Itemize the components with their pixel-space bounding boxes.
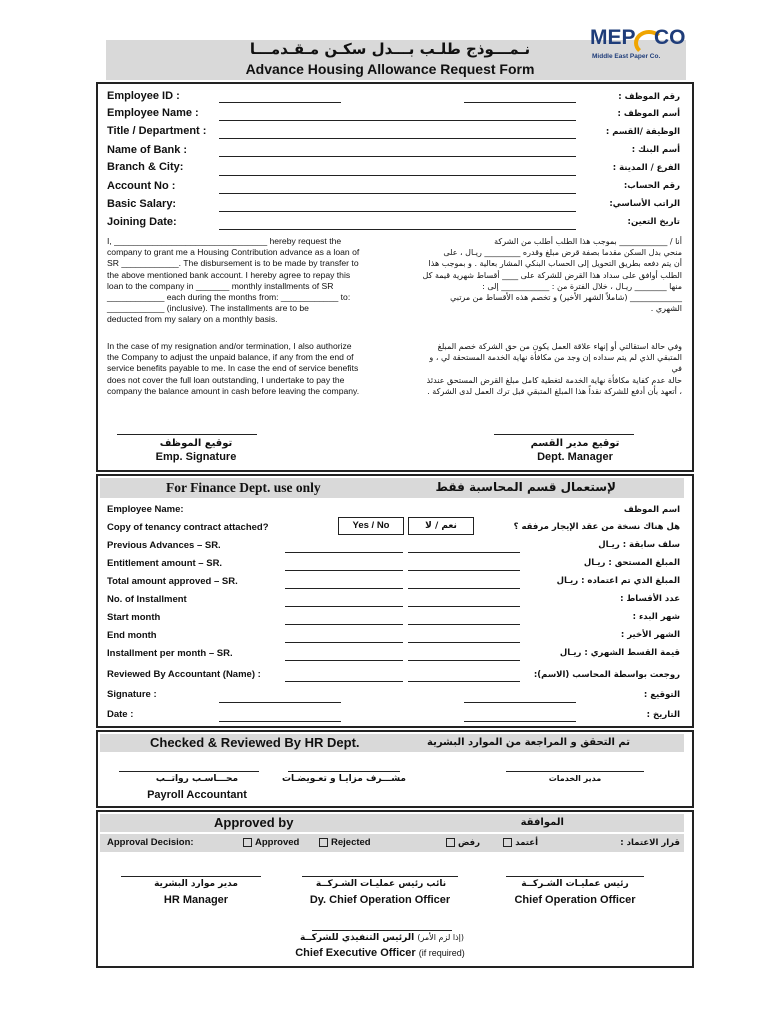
employee-id-field[interactable] <box>219 102 341 103</box>
fin-label-tenancy: Copy of tenancy contract attached? <box>107 522 269 533</box>
fin-label-installments: No. of Installment <box>107 594 187 605</box>
fin-label-reviewed-by: Reviewed By Accountant (Name) : <box>107 669 261 680</box>
fin-end-month-line[interactable] <box>285 642 403 643</box>
approve-label-ar: أعتمد <box>515 838 538 848</box>
form-title-ar: نـمـــوذج طلـب بـــدل سكـن مـقـدمـــا <box>249 40 531 58</box>
coo-label: Chief Operation Officer <box>514 894 636 906</box>
bank-name-field[interactable] <box>219 156 576 157</box>
hr-header-en: Checked & Reviewed By HR Dept. <box>150 735 360 750</box>
fin-label-end-month-ar: الشهر الأخير : <box>620 630 680 640</box>
approved-option[interactable] <box>240 837 299 848</box>
approve-checkbox-ar[interactable] <box>503 838 512 847</box>
request-paragraph-ar: أنا / ____________ بموجب هذا الطلب أطلب من الشركة منحي بدل السكن مقدما بصفة قرض مبلغ وقدره _________ ريـال ، على أن يتم دفعه بطريق التحويل إلى الحساب البنكي المشار بعالية . و بموجب هذا الطلب أوافق على سداد هذا القرض للشركة على ____ أقساط شهرية قيمة كل منها ________ ريـال ، خلال الفترة من : ____________ إلى : _____________ (شاملاً الشهر الأخير) و تخصم هذه الأقساط من مرتبي الشهري . <box>422 237 682 314</box>
hr-manager-signature-line[interactable] <box>121 876 261 877</box>
fin-label-date-ar: التاريخ : <box>646 710 680 720</box>
employee-name-field[interactable] <box>219 120 576 121</box>
logo-text-co: CO <box>654 26 686 49</box>
fin-prev-advances-line-ar[interactable] <box>408 552 520 553</box>
fin-installments-line-ar[interactable] <box>408 606 520 607</box>
fin-label-employee-name-ar: اسم الموظف <box>623 505 680 515</box>
fin-date-line-ar[interactable] <box>464 721 576 722</box>
company-logo <box>590 26 690 66</box>
approval-header-en: Approved by <box>214 815 294 830</box>
reject-label-ar: رفض <box>457 838 480 848</box>
benefits-label-ar: مشـــرف مزايـا و تعـويضـات <box>281 774 406 784</box>
coo-signature-line[interactable] <box>506 876 644 877</box>
fin-start-month-line-ar[interactable] <box>408 624 520 625</box>
tenancy-yes-no-box[interactable]: Yes / No <box>338 517 404 535</box>
fin-label-installments-ar: عدد الأقساط : <box>620 594 680 604</box>
dept-manager-signature-line[interactable] <box>494 434 634 435</box>
ceo-title-ar: الرئيس التنفيذي للشركــة <box>300 933 415 943</box>
fin-installment-month-line-ar[interactable] <box>408 660 520 661</box>
fin-label-signature: Signature : <box>107 689 157 700</box>
account-no-field[interactable] <box>219 193 576 194</box>
ceo-note-ar: (إذا لزم الأمر) <box>417 933 464 942</box>
fin-installment-month-line[interactable] <box>285 660 403 661</box>
fin-label-tenancy-ar: هل هناك نسخة من عقد الإيجار مرفقه ؟ <box>513 522 680 532</box>
basic-salary-field[interactable] <box>219 211 576 212</box>
coo-label-ar: رئيس عمليـات الشـركــة <box>521 879 629 889</box>
services-label-ar: مدير الخدمات <box>548 774 602 783</box>
fin-date-line[interactable] <box>219 721 341 722</box>
hr-manager-label-ar: مدير موارد البشرية <box>154 879 238 889</box>
fin-signature-line[interactable] <box>219 702 341 703</box>
reject-option-ar[interactable] <box>440 838 480 848</box>
fin-label-installment-per-month-ar: قيمة القسط الشهري : ريـال <box>559 648 680 658</box>
label-employee-name-ar: أسم الموظف : <box>617 109 680 119</box>
fin-label-signature-ar: التوقيع : <box>643 690 680 700</box>
fin-label-start-month: Start month <box>107 612 161 623</box>
fin-start-month-line[interactable] <box>285 624 403 625</box>
label-account-no-ar: رقم الحساب: <box>623 181 680 191</box>
emp-signature-label-ar: توقيع الموظف <box>159 438 233 449</box>
ceo-signature-line[interactable] <box>312 930 452 931</box>
fin-label-start-month-ar: شهر البدء : <box>632 612 680 622</box>
fin-reviewed-by-line[interactable] <box>285 681 403 682</box>
label-account-no: Account No : <box>107 180 176 192</box>
fin-reviewed-by-line-ar[interactable] <box>408 681 520 682</box>
fin-installments-line[interactable] <box>285 606 403 607</box>
fin-label-date: Date : <box>107 709 134 720</box>
hr-header-ar: تم التحقق و المراجعة من الموارد البشرية <box>427 737 630 748</box>
fin-label-total-approved: Total amount approved – SR. <box>107 576 238 587</box>
reject-checkbox-ar[interactable] <box>446 838 455 847</box>
fin-label-previous-advances-ar: سلف سابقة : ريـال <box>598 540 680 550</box>
finance-header-ar: لإستعمال قسم المحاسبة فقط <box>435 480 616 494</box>
approval-header-band <box>100 814 684 832</box>
approved-checkbox[interactable] <box>243 838 252 847</box>
label-employee-name: Employee Name : <box>107 107 199 119</box>
dept-manager-label-ar: توقيع مدير القسم <box>530 438 620 449</box>
fin-entitlement-line[interactable] <box>285 570 403 571</box>
branch-city-field[interactable] <box>219 175 576 176</box>
fin-end-month-line-ar[interactable] <box>408 642 520 643</box>
ceo-note-en: (if required) <box>418 948 465 958</box>
approval-decision-label-ar: قرار الاعتماد : <box>620 838 680 848</box>
ceo-label-ar <box>292 933 472 943</box>
title-department-field[interactable] <box>219 138 576 139</box>
fin-label-employee-name: Employee Name: <box>107 504 184 515</box>
form-title-en: Advance Housing Allowance Request Form <box>245 61 535 77</box>
payroll-label-ar: محـــاسـب رواتــب <box>155 774 239 784</box>
approval-header-ar: الموافقة <box>520 817 564 828</box>
label-employee-id: Employee ID : <box>107 90 180 102</box>
dy-coo-label-ar: نائب رئيس عمليـات الشـركــة <box>315 879 447 889</box>
termination-paragraph-en: In the case of my resignation and/or termination, I also authorize the Company to adjust the unpaid balance, if any from the end of service benefits payable to me. In case the end of service benefits does not cover the full loan outstanding, I undertake to pay the company the balance amount in cash before leaving the company. <box>107 341 360 396</box>
rejected-checkbox[interactable] <box>319 838 328 847</box>
benefits-signature-line[interactable] <box>288 771 400 772</box>
dept-manager-label: Dept. Manager <box>537 451 613 463</box>
fin-prev-advances-line[interactable] <box>285 552 403 553</box>
fin-label-installment-per-month: Installment per month – SR. <box>107 648 233 659</box>
fin-total-approved-line-ar[interactable] <box>408 588 520 589</box>
tenancy-yes-no-box-ar[interactable]: نعم / لا <box>408 517 474 535</box>
ceo-label <box>270 947 490 959</box>
joining-date-field[interactable] <box>219 229 576 230</box>
approved-label: Approved <box>255 837 300 848</box>
finance-header-en: For Finance Dept. use only <box>166 480 321 495</box>
fin-label-previous-advances: Previous Advances – SR. <box>107 540 221 551</box>
fin-label-end-month: End month <box>107 630 157 641</box>
approve-option-ar[interactable] <box>490 838 538 848</box>
fin-total-approved-line[interactable] <box>285 588 403 589</box>
emp-signature-label: Emp. Signature <box>155 451 237 463</box>
label-joining-date: Joining Date: <box>107 216 177 228</box>
label-bank-name-ar: أسم البنك : <box>631 145 680 155</box>
payroll-label-en: Payroll Accountant <box>147 789 247 801</box>
label-title-department-ar: الوظيفة /القسم : <box>605 127 680 137</box>
fin-label-entitlement-ar: المبلغ المستحق : ريـال <box>583 558 680 568</box>
dy-coo-signature-line[interactable] <box>302 876 458 877</box>
fin-label-reviewed-by-ar: روجعت بواسطة المحاسب (الاسم): <box>533 670 680 680</box>
ceo-title-en: Chief Executive Officer <box>295 947 416 959</box>
dy-coo-label: Dy. Chief Operation Officer <box>309 894 451 906</box>
label-employee-id-ar: رقم الموظف : <box>618 92 680 102</box>
termination-paragraph-ar: وفي حالة استقالتي أو إنهاء علاقة العمل يكون من حق الشركة خصم المبلغ المتبقي الذي لم يتم سداده إن وجد من مكافأة نهاية الخدمة المستحقة لي ، و في حالة عدم كفاية مكافأة نهاية الخدمة لتغطية كامل مبلغ القرض المستحق عندئذ ، أتعهد بأن أدفع للشركة نقداً هذا المبلغ المتبقي قبل ترك العمل لدى الشركة . <box>426 342 682 396</box>
logo-subtitle: Middle East Paper Co. <box>592 53 661 60</box>
emp-signature-line[interactable] <box>117 434 257 435</box>
fin-signature-line-ar[interactable] <box>464 702 576 703</box>
label-bank-name: Name of Bank : <box>107 144 188 156</box>
rejected-label: Rejected <box>331 837 371 848</box>
fin-entitlement-line-ar[interactable] <box>408 570 520 571</box>
label-basic-salary-ar: الراتب الأساسي: <box>609 199 680 209</box>
request-paragraph-en: I, ________________________________ hereby request the company to grant me a Housing Contribution advance as a loan of SR ____________. The disbursement is to be made by transfer to the above mentioned bank account. I hereby agree to repay this loan to the company in _______ monthly installments of SR ____________ each during the months from: ____________ to: ____________ (inclusive). The installments are to be deducted from my salary on a monthly basis. <box>107 236 360 325</box>
fin-label-total-approved-ar: المبلغ الذي تم اعتماده : ريـال <box>556 576 680 586</box>
label-branch-city-ar: الفرع / المدينة : <box>612 163 680 173</box>
employee-id-field-ar[interactable] <box>464 102 576 103</box>
label-title-department: Title / Department : <box>107 125 207 137</box>
label-branch-city: Branch & City: <box>107 161 184 173</box>
hr-manager-label: HR Manager <box>163 894 229 906</box>
payroll-signature-line[interactable] <box>119 771 259 772</box>
rejected-option[interactable] <box>316 837 371 848</box>
label-joining-date-ar: تاريخ التعين: <box>627 217 680 227</box>
services-signature-line[interactable] <box>506 771 644 772</box>
fin-label-entitlement: Entitlement amount – SR. <box>107 558 223 569</box>
label-basic-salary: Basic Salary: <box>107 198 177 210</box>
approval-decision-label: Approval Decision: <box>107 837 194 848</box>
logo-text-mep: MEP <box>590 26 636 49</box>
